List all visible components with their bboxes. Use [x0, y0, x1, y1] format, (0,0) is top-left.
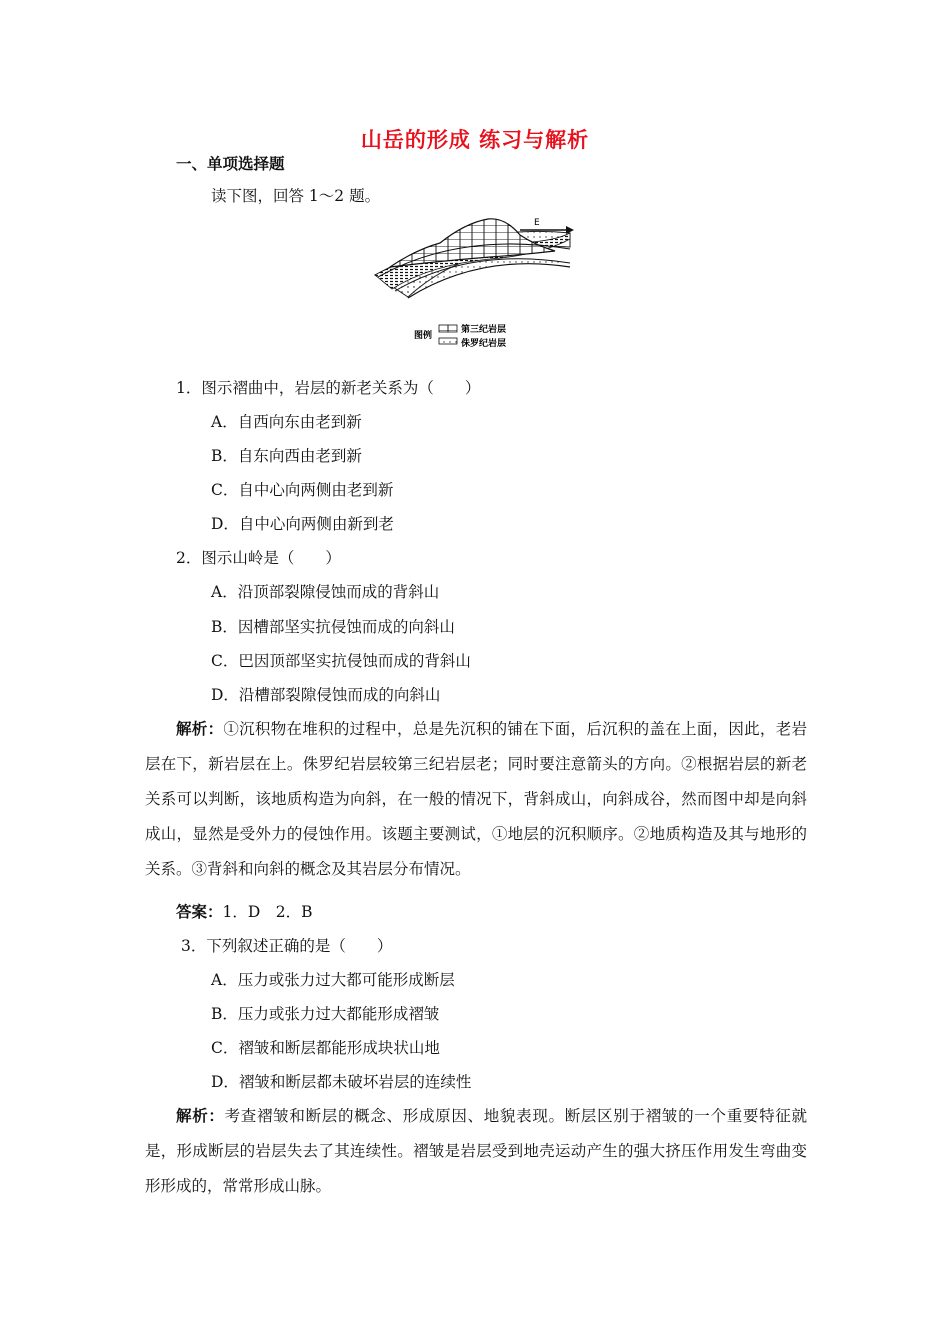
page-title: 山岳的形成 练习与解析 [360, 127, 590, 152]
analysis-2-label: 解析： [176, 1106, 225, 1125]
question-3-option-a: A．压力或张力过大都可能形成断层 [211, 971, 455, 989]
question-2-option-c: C．巴因顶部坚实抗侵蚀而成的背斜山 [211, 652, 471, 670]
question-3-option-d: D．褶皱和断层都未破坏岩层的连续性 [211, 1073, 472, 1091]
question-3-option-c: C．褶皱和断层都能形成块状山地 [211, 1039, 440, 1057]
question-1-option-a: A．自西向东由老到新 [211, 413, 362, 431]
intro-text: 读下图，回答 1～2 题。 [211, 187, 381, 205]
answer-text: 1．D 2．B [222, 903, 313, 921]
analysis-1-label: 解析： [176, 719, 224, 738]
question-3-option-b: B．压力或张力过大都能形成褶皱 [211, 1005, 440, 1023]
question-3-stem: 3．下列叙述正确的是（ ） [181, 937, 393, 955]
answer-label: 答案： [176, 902, 223, 921]
legend-title: 图例 [414, 331, 433, 341]
question-1-option-d: D．自中心向两侧由新到老 [211, 515, 394, 533]
question-2-option-b: B．因槽部坚实抗侵蚀而成的向斜山 [211, 618, 455, 636]
legend-swatch-jurassic [439, 338, 457, 344]
legend-swatch-third [439, 325, 457, 332]
analysis-1-paragraph [145, 711, 807, 887]
question-2-option-d: D．沿槽部裂隙侵蚀而成的向斜山 [211, 686, 441, 704]
analysis-1-text: ①沉积物在堆积的过程中，总是先沉积的铺在下面，后沉积的盖在上面，因此，老岩层在下，新岩层在上。侏罗纪岩层较第三纪岩层老；同时要注意箭头的方向。②根据岩层的新老关系可以判断，该地质构造为向斜，在一般的情况下，背斜成山，向斜成谷，然而图中却是向斜成山，显然是受外力的侵蚀作用。该题主要测试，①地层的沉积顺序。②地质构造及其与地形的关系。③背斜和向斜的概念及其岩层分布情况。 [145, 720, 807, 878]
legend-item-jurassic: 侏罗纪岩层 [461, 339, 507, 349]
analysis-2-text: 考查褶皱和断层的概念、形成原因、地貌表现。断层区别于褶皱的一个重要特征就是，形成断层的岩层失去了其连续性。褶皱是岩层受到地壳运动产生的强大挤压作用发生弯曲变形形成的，常常形成山脉。 [145, 1107, 807, 1195]
section-heading: 一、单项选择题 [176, 154, 285, 173]
question-2-option-a: A．沿顶部裂隙侵蚀而成的背斜山 [211, 583, 440, 601]
arrow-label: E [534, 218, 540, 228]
question-2-stem: 2．图示山岭是（ ） [176, 549, 341, 567]
question-1-option-c: C．自中心向两侧由老到新 [211, 481, 394, 499]
analysis-2-paragraph [145, 1098, 807, 1204]
question-1-option-b: B．自东向西由老到新 [211, 447, 362, 465]
fold-diagram-figure [370, 205, 580, 355]
fold-diagram [370, 205, 580, 355]
legend-item-third: 第三纪岩层 [461, 325, 507, 335]
question-1-stem: 1．图示褶曲中，岩层的新老关系为（ ） [176, 379, 481, 397]
answer-line [176, 902, 313, 922]
